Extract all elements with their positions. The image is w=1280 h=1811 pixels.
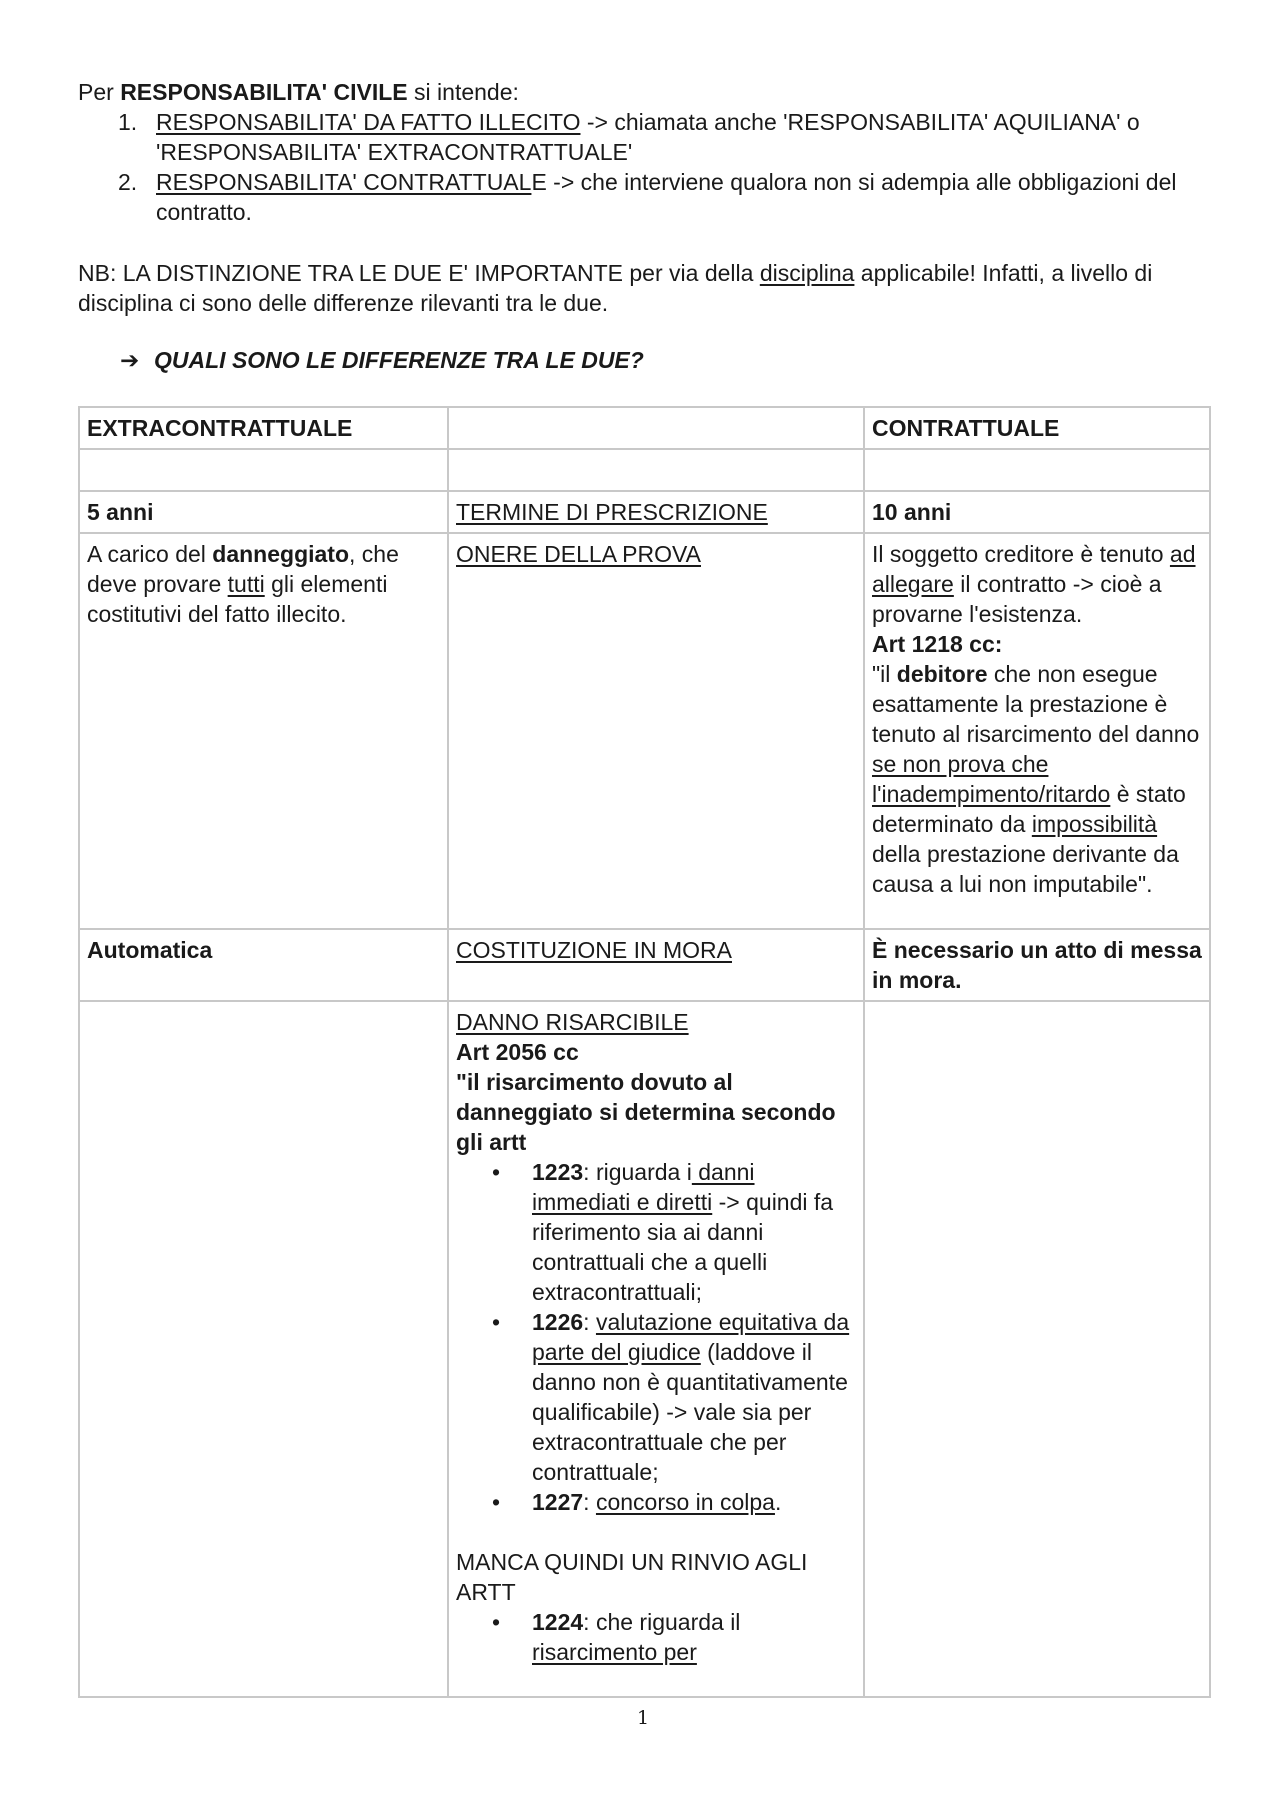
bullet-icon: • <box>492 1489 501 1515</box>
article-number: 1223 <box>532 1159 584 1185</box>
list-item <box>456 1487 856 1517</box>
onere-extra <box>79 533 448 929</box>
item-number: 1. <box>118 109 138 135</box>
danno-contr <box>864 1001 1210 1697</box>
onere-extra-underlined: tutti <box>227 571 265 597</box>
empty-cell <box>79 449 448 491</box>
article-number: 1224 <box>532 1609 584 1635</box>
quote-text: che non esegue esattamente la prestazione è tenuto al risarcimento del danno <box>872 661 1200 747</box>
prescrizione-contr: 10 anni <box>864 491 1210 533</box>
mora-label: COSTITUZIONE IN MORA <box>448 929 864 1001</box>
onere-contr <box>864 533 1210 929</box>
quote-underlined: se non prova che l'inadempimento/ritardo <box>872 751 1111 807</box>
table-row <box>79 533 1210 929</box>
article-text: : riguarda i <box>583 1159 692 1185</box>
manca-rinvio: MANCA QUINDI UN RINVIO AGLI ARTT <box>456 1549 808 1605</box>
article-underlined: valutazione equitativa da parte del giudice <box>532 1309 850 1365</box>
spacer <box>456 1517 856 1547</box>
table-row <box>79 1001 1210 1697</box>
art-1218: Art 1218 cc: <box>872 631 1003 657</box>
quote-underlined: impossibilità <box>1031 811 1158 837</box>
quote-text: è stato determinato da <box>872 781 1186 837</box>
intro-suffix: si intende: <box>407 79 519 105</box>
intro-section <box>78 77 1208 227</box>
definition-list <box>78 107 1208 227</box>
article-number: 1227 <box>532 1489 584 1515</box>
article-underlined: risarcimento per <box>532 1639 697 1665</box>
table-header-row <box>79 407 1210 449</box>
quote-text: della prestazione derivante da causa a lui non imputabile". <box>872 841 1179 897</box>
question-heading <box>120 345 644 375</box>
comparison-table <box>78 406 1211 1698</box>
list-item <box>456 1607 856 1667</box>
article-text: : <box>583 1489 596 1515</box>
prescrizione-label: TERMINE DI PRESCRIZIONE <box>448 491 864 533</box>
article-underlined: danni immediati e diretti <box>532 1159 755 1215</box>
articles-list <box>456 1157 856 1517</box>
quote-bold: debitore <box>896 661 988 687</box>
mora-contr: È necessario un atto di messa in mora. <box>864 929 1210 1001</box>
arrow-icon: ➔ <box>120 347 140 373</box>
quote-text: "il <box>872 661 897 687</box>
nb-text: NB: LA DISTINZIONE TRA LE DUE E' IMPORTANTE per via della <box>78 260 760 286</box>
prescrizione-extra: 5 anni <box>79 491 448 533</box>
danno-extra <box>79 1001 448 1697</box>
onere-extra-text: , che deve provare <box>87 541 399 597</box>
definition-item <box>78 107 1208 167</box>
danno-cell <box>448 1001 864 1697</box>
onere-contr-underlined: ad allegare <box>872 541 1196 597</box>
bullet-icon: • <box>492 1159 501 1185</box>
list-item <box>456 1157 856 1307</box>
article-text: -> quindi fa riferimento sia ai danni contrattuali che a quelli extracontrattuali; <box>532 1189 834 1305</box>
header-contrattuale: CONTRATTUALE <box>864 407 1210 449</box>
onere-extra-bold: danneggiato <box>212 541 350 567</box>
article-text: . <box>774 1489 782 1515</box>
article-text: : <box>583 1309 596 1335</box>
definition-item <box>78 167 1208 227</box>
nb-underlined: disciplina <box>759 260 855 286</box>
intro-prefix: Per <box>78 79 121 105</box>
article-text: (laddove il danno non è quantitativamente qualificabile) -> vale sia per extracontrattuale che per contrattuale; <box>532 1339 848 1485</box>
mora-extra: Automatica <box>79 929 448 1001</box>
onere-contr-text: Il soggetto creditore è tenuto <box>872 541 1170 567</box>
item-text: E -> che interviene qualora non si adempia alle obbligazioni del contratto. <box>156 169 1177 225</box>
question-text: QUALI SONO LE DIFFERENZE TRA LE DUE? <box>154 347 644 373</box>
empty-cell <box>448 449 864 491</box>
table-empty-row <box>79 449 1210 491</box>
item-text: -> chiamata anche 'RESPONSABILITA' AQUILIANA' o 'RESPONSABILITA' EXTRACONTRATTUALE' <box>156 109 1140 165</box>
onere-extra-text: gli elementi costitutivi del fatto illecito. <box>87 571 388 627</box>
item-term: RESPONSABILITA' CONTRATTUAL <box>156 169 532 195</box>
article-text: : che riguarda il <box>583 1609 741 1635</box>
bullet-icon: • <box>492 1309 501 1335</box>
page-number: 1 <box>636 1707 650 1729</box>
art-2056: Art 2056 cc <box>456 1039 579 1065</box>
item-number: 2. <box>118 169 138 195</box>
intro-term: RESPONSABILITA' CIVILE <box>120 79 408 105</box>
article-underlined: concorso in colpa <box>595 1489 775 1515</box>
nb-paragraph <box>78 258 1208 318</box>
table-row <box>79 491 1210 533</box>
missing-articles-list <box>456 1607 856 1667</box>
article-number: 1226 <box>532 1309 584 1335</box>
onere-contr-text: il contratto -> cioè a provarne l'esistenza. <box>872 571 1162 627</box>
onere-extra-text: A carico del <box>87 541 213 567</box>
danno-title: DANNO RISARCIBILE <box>456 1009 689 1035</box>
header-extracontrattuale: EXTRACONTRATTUALE <box>79 407 448 449</box>
art-2056-quote: "il risarcimento dovuto al danneggiato si determina secondo gli artt <box>456 1069 836 1155</box>
onere-label: ONERE DELLA PROVA <box>448 533 864 929</box>
item-term: RESPONSABILITA' DA FATTO ILLECITO <box>156 109 581 135</box>
empty-cell <box>864 449 1210 491</box>
bullet-icon: • <box>492 1609 501 1635</box>
intro-line <box>78 77 1208 107</box>
nb-text-end: applicabile! Infatti, a livello di disciplina ci sono delle differenze rilevanti tra le due. <box>78 260 1153 316</box>
list-item <box>456 1307 856 1487</box>
table-row <box>79 929 1210 1001</box>
header-middle <box>448 407 864 449</box>
